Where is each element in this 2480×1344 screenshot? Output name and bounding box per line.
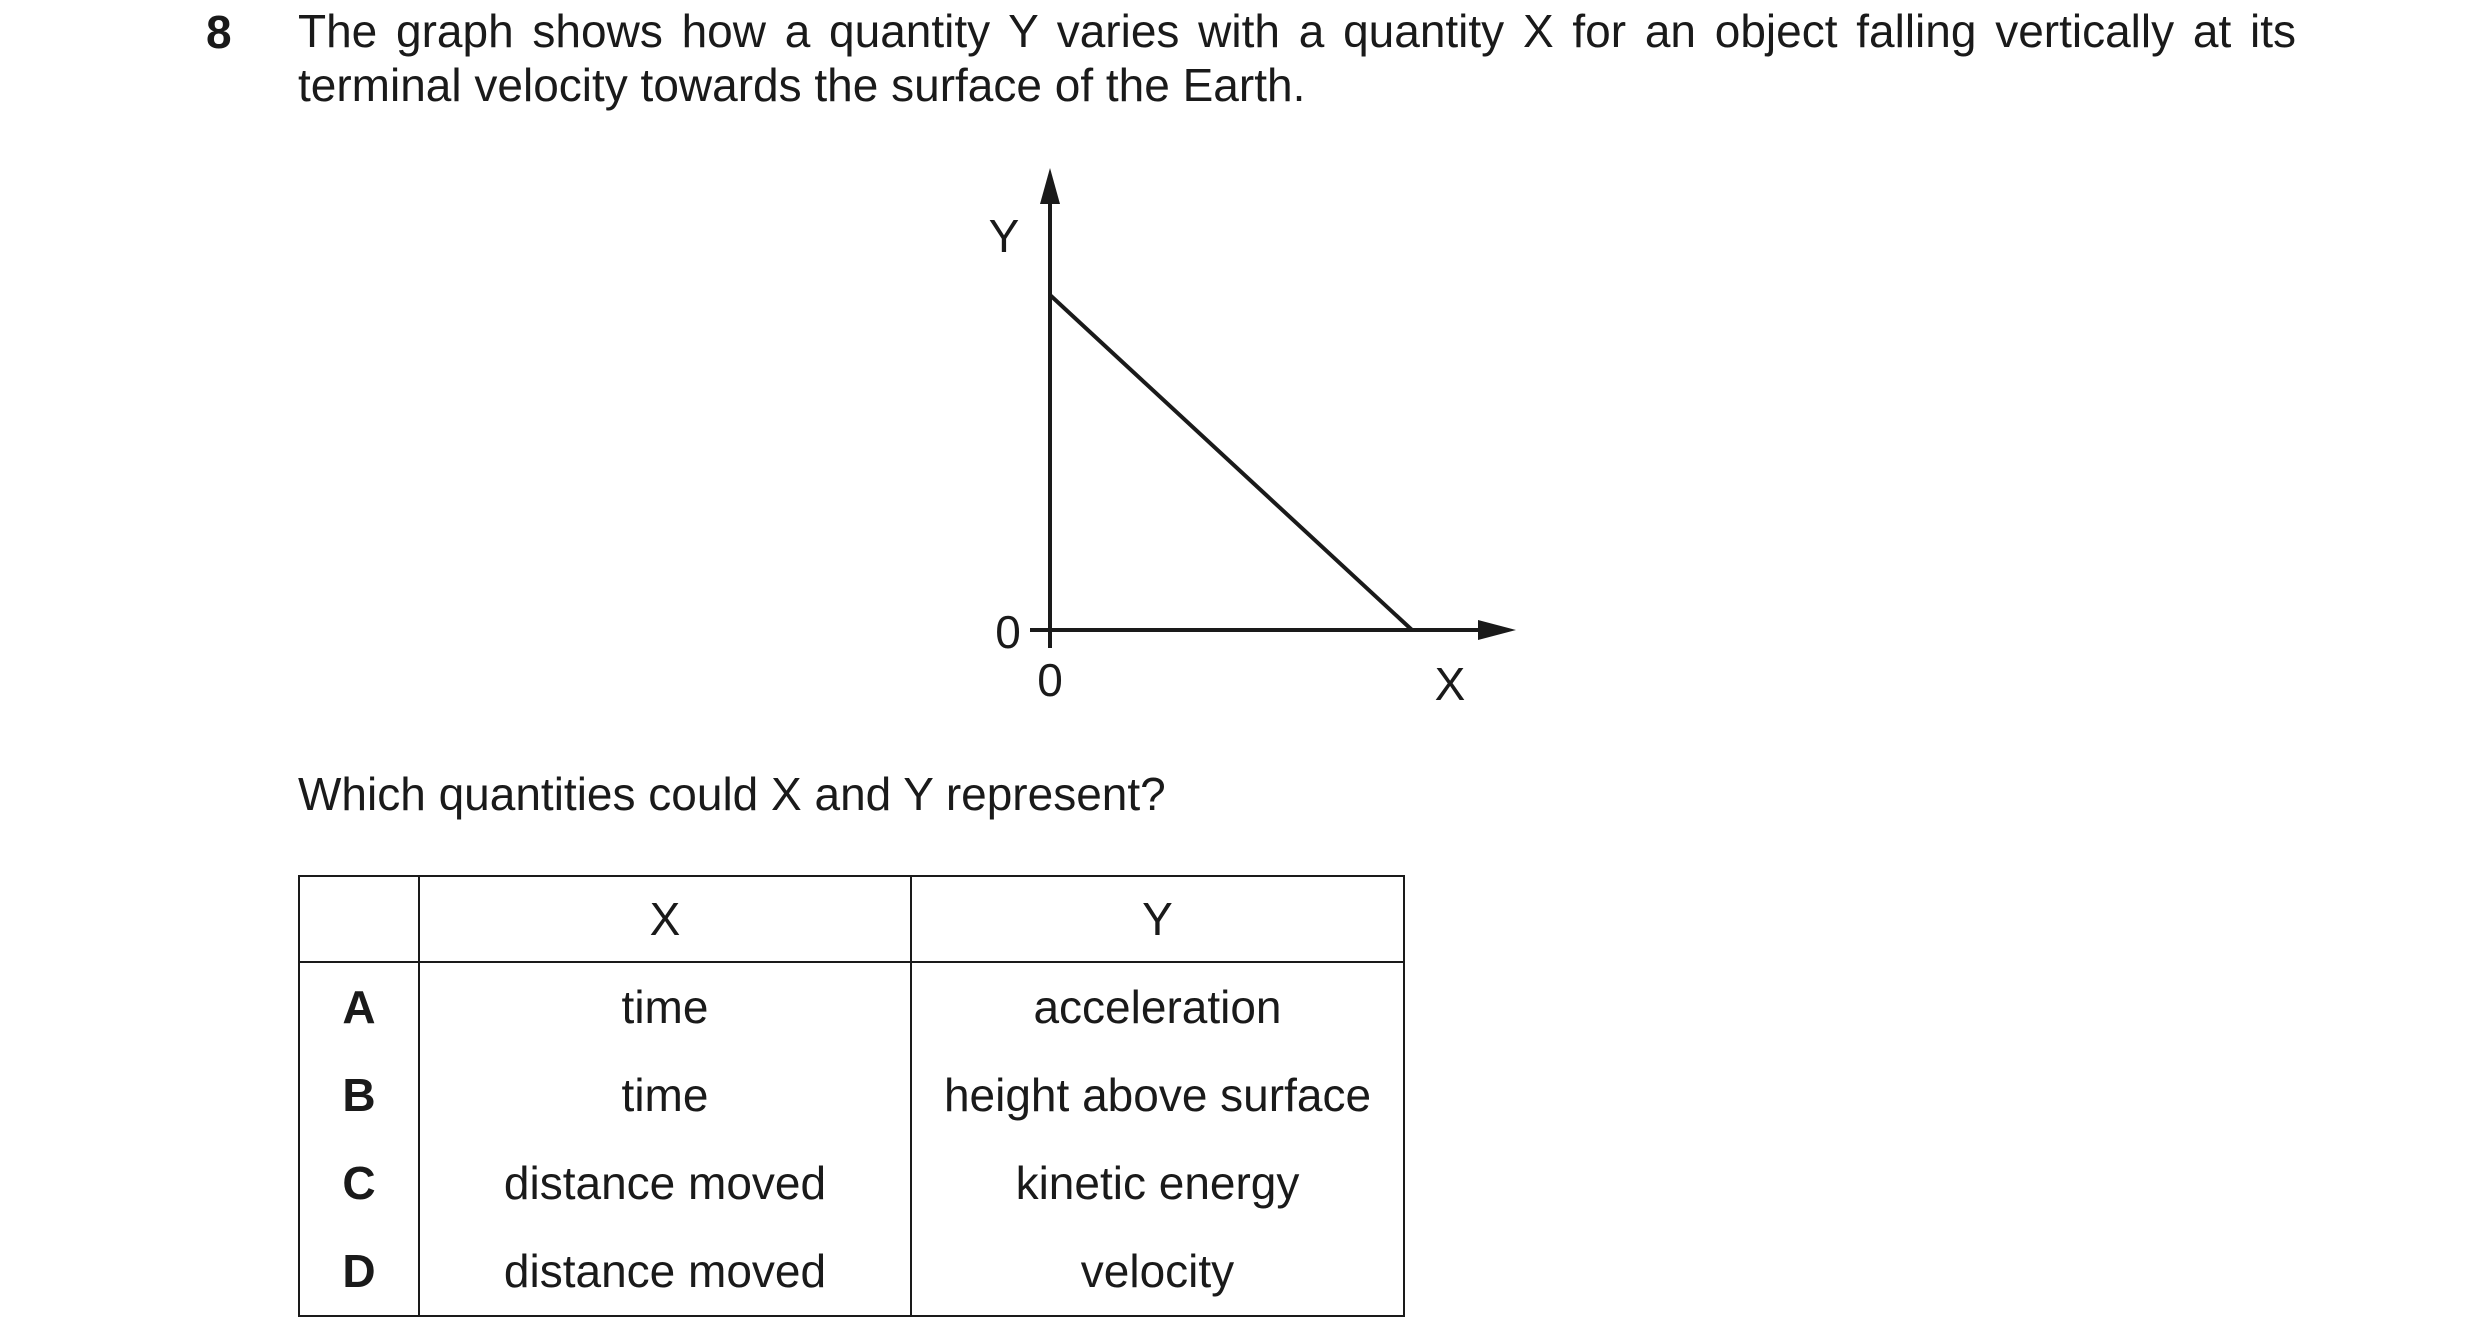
x-axis-arrowhead	[1478, 620, 1516, 640]
question-stem: The graph shows how a quantity Y varies with a quantity X for an object falling vertically at its terminal velocity towards the surface of the Earth.	[298, 5, 2296, 111]
option-row-c[interactable]	[299, 1139, 1404, 1227]
option-y: kinetic energy	[911, 1139, 1404, 1227]
option-row-d[interactable]	[299, 1227, 1404, 1316]
table-header-row	[299, 876, 1404, 962]
option-letter: C	[299, 1139, 419, 1227]
option-letter: A	[299, 962, 419, 1051]
data-line	[1050, 295, 1412, 630]
question-prompt: Which quantities could X and Y represent?	[298, 768, 1166, 820]
option-letter: B	[299, 1051, 419, 1139]
answer-options-table	[298, 875, 1405, 1317]
question-number: 8	[206, 6, 232, 58]
option-letter: D	[299, 1227, 419, 1316]
option-row-a[interactable]	[299, 962, 1404, 1051]
option-x: distance moved	[419, 1227, 911, 1316]
option-row-b[interactable]	[299, 1051, 1404, 1139]
option-y: velocity	[911, 1227, 1404, 1316]
option-x: distance moved	[419, 1139, 911, 1227]
header-x: X	[419, 876, 911, 962]
option-y: acceleration	[911, 962, 1404, 1051]
x-origin-label: 0	[1037, 654, 1063, 706]
header-y: Y	[911, 876, 1404, 962]
y-origin-label: 0	[995, 606, 1021, 658]
y-axis-label: Y	[988, 210, 1020, 262]
option-y: height above surface	[911, 1051, 1404, 1139]
option-x: time	[419, 962, 911, 1051]
y-axis-arrowhead	[1040, 168, 1060, 204]
header-letter	[299, 876, 419, 962]
option-x: time	[419, 1051, 911, 1139]
x-axis-label: X	[1434, 658, 1466, 710]
